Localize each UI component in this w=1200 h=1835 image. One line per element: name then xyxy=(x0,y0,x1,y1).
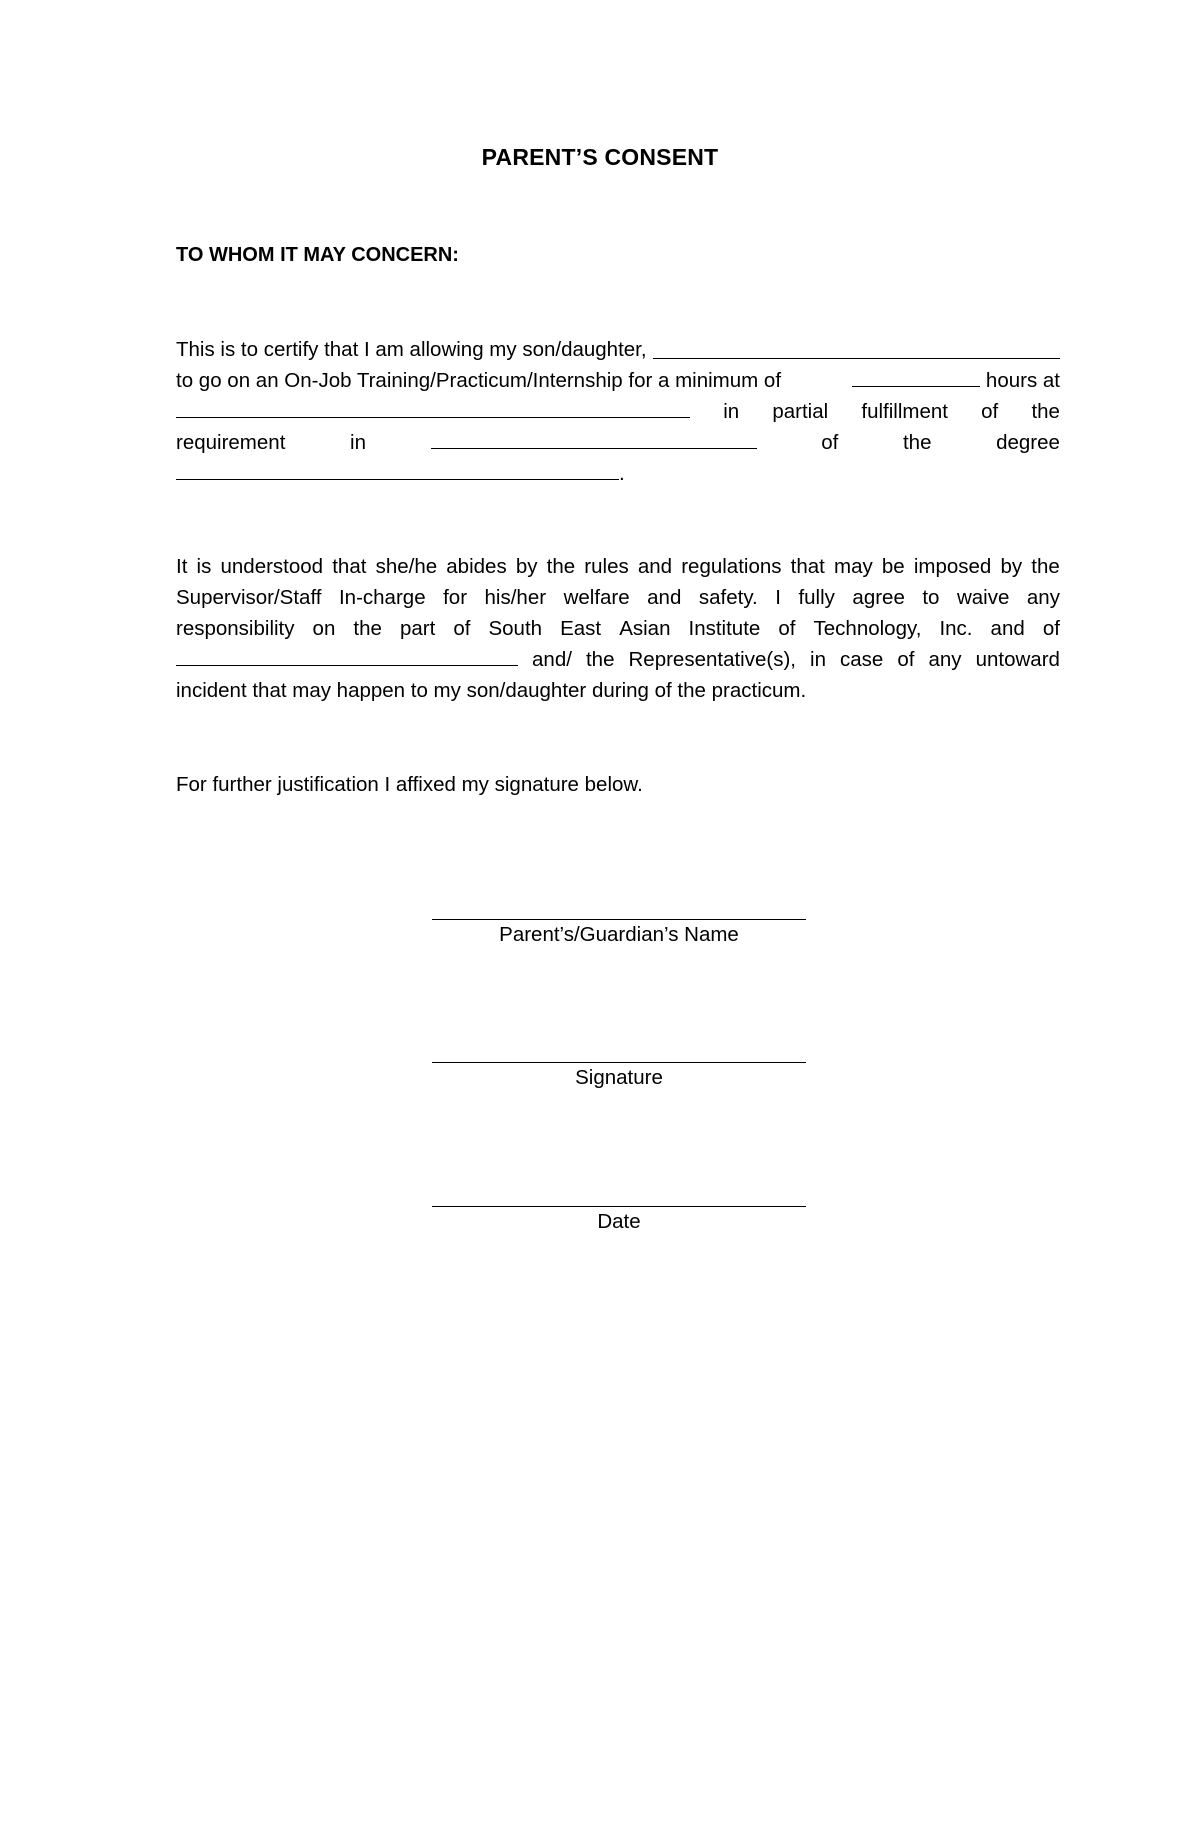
paragraph1-word: of xyxy=(821,431,839,454)
paragraph2-word: case xyxy=(840,648,884,671)
paragraph2-word: and xyxy=(637,555,673,578)
paragraph2-word: imposed xyxy=(913,555,992,578)
company-blank[interactable] xyxy=(176,397,690,418)
paragraph1-period: . xyxy=(619,462,625,485)
paragraph1-word: the xyxy=(902,431,932,454)
course-blank[interactable] xyxy=(431,428,757,449)
paragraph2-word: of xyxy=(1042,617,1060,640)
paragraph2-word: for xyxy=(443,586,468,609)
paragraph1-word: in xyxy=(350,431,366,454)
paragraph2-word: his/her xyxy=(484,586,547,609)
paragraph2-word: Institute xyxy=(688,617,761,640)
paragraph1-line3 xyxy=(176,396,1060,427)
date-label: Date xyxy=(597,1210,641,1233)
paragraph3: For further justification I affixed my signature below. xyxy=(176,773,643,796)
paragraph1-word: of xyxy=(981,400,999,423)
paragraph2-word: regulations xyxy=(681,555,782,578)
paragraph2-word: I xyxy=(775,586,781,609)
paragraph1-word: the xyxy=(1031,400,1060,423)
paragraph1-text: to go on an On-Job Training/Practicum/Internship for a minimum of xyxy=(176,369,782,392)
paragraph2-word: part xyxy=(399,617,436,640)
paragraph2-word: may xyxy=(834,555,873,578)
paragraph2-word: waive xyxy=(956,586,1010,609)
paragraph2-word: abides xyxy=(446,555,507,578)
paragraph2-word: that xyxy=(790,555,825,578)
paragraph2-word: the xyxy=(1031,555,1060,578)
paragraph2-line4 xyxy=(176,644,1060,675)
paragraph2-word: of xyxy=(453,617,471,640)
paragraph1-word: requirement xyxy=(176,431,286,454)
signature-line[interactable] xyxy=(432,1062,806,1063)
paragraph2-word: fully xyxy=(798,586,835,609)
paragraph2-line1 xyxy=(176,551,1060,582)
paragraph2-word: It xyxy=(176,555,188,578)
salutation: TO WHOM IT MAY CONCERN: xyxy=(176,244,459,266)
student-name-blank[interactable] xyxy=(653,338,1060,359)
paragraph2-word: Asian xyxy=(619,617,671,640)
guardian-name-label: Parent’s/Guardian’s Name xyxy=(499,923,739,946)
paragraph2-word: East xyxy=(560,617,602,640)
paragraph1-word: partial xyxy=(772,400,829,423)
paragraph1-word: in xyxy=(723,400,740,423)
paragraph2-word: in xyxy=(810,648,826,671)
paragraph2-word: any xyxy=(1026,586,1060,609)
paragraph2-word: responsibility xyxy=(176,617,295,640)
paragraph2-word: and/ xyxy=(532,648,572,671)
paragraph2-word: agree xyxy=(852,586,905,609)
paragraph2-word: is xyxy=(196,555,212,578)
paragraph2-word: rules xyxy=(584,555,629,578)
paragraph2-word: South xyxy=(488,617,543,640)
paragraph2-word: any xyxy=(928,648,962,671)
paragraph2-word: welfare xyxy=(563,586,630,609)
paragraph1-line5 xyxy=(176,458,1060,489)
company-waiver-blank[interactable] xyxy=(176,645,518,666)
paragraph2-line5: incident that may happen to my son/daughter during of the practicum. xyxy=(176,679,807,702)
paragraph1-text: hours at xyxy=(985,369,1060,392)
paragraph1-word: degree xyxy=(996,431,1060,454)
paragraph2-word: the xyxy=(546,555,576,578)
document-title: PARENT’S CONSENT xyxy=(481,144,719,170)
hours-blank[interactable] xyxy=(852,366,980,387)
paragraph1-line1 xyxy=(176,334,1060,365)
paragraph2-word: to xyxy=(922,586,940,609)
signature-label: Signature xyxy=(575,1066,663,1089)
paragraph2-word: on xyxy=(312,617,336,640)
date-line[interactable] xyxy=(432,1206,806,1207)
paragraph2-line2 xyxy=(176,582,1060,613)
paragraph2-word: untoward xyxy=(975,648,1060,671)
paragraph2-word: understood xyxy=(220,555,324,578)
paragraph2-word: safety. xyxy=(698,586,758,609)
paragraph2-word: be xyxy=(881,555,905,578)
paragraph2-word: Representative(s), xyxy=(628,648,796,671)
paragraph2-word: and xyxy=(647,586,682,609)
paragraph1-line2 xyxy=(176,365,1060,396)
paragraph2-word: of xyxy=(897,648,915,671)
paragraph2-word: that xyxy=(332,555,367,578)
paragraph1-word: fulfillment xyxy=(861,400,948,423)
paragraph2-word: and xyxy=(990,617,1025,640)
paragraph2-word: the xyxy=(585,648,615,671)
paragraph2-word: of xyxy=(778,617,796,640)
paragraph1-line4 xyxy=(176,427,1060,458)
paragraph2-word: In-charge xyxy=(338,586,426,609)
paragraph2-word: Supervisor/Staff xyxy=(176,586,322,609)
degree-blank[interactable] xyxy=(176,459,619,480)
paragraph2-word: by xyxy=(1000,555,1023,578)
paragraph2-word: Inc. xyxy=(939,617,973,640)
paragraph2-word: Technology, xyxy=(813,617,922,640)
paragraph1-text: This is to certify that I am allowing my son/daughter, xyxy=(176,338,647,361)
paragraph2-line3 xyxy=(176,613,1060,644)
paragraph2-word: the xyxy=(353,617,382,640)
paragraph2-word: by xyxy=(515,555,538,578)
paragraph2-word: she/he xyxy=(375,555,438,578)
guardian-name-line[interactable] xyxy=(432,919,806,920)
